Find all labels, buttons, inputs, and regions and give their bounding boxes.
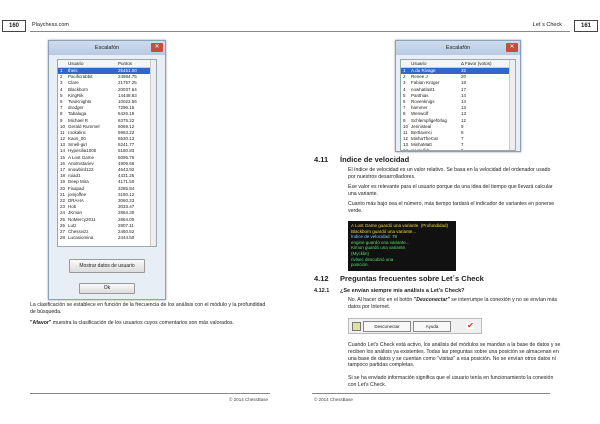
faq-answer-p1: No. Al hacer clic en el botón "Desconectar" se interrumpe la conexión y no se envían más datos por Internet. <box>348 297 558 310</box>
row-rank: 9 <box>403 117 406 123</box>
row-user: Kaos_00 <box>68 136 86 142</box>
row-rank: 28 <box>60 235 66 241</box>
row-points: 14448.83 <box>118 92 137 98</box>
disconnect-button[interactable]: Desconectar <box>363 321 411 332</box>
row-user: A Lost Game <box>68 154 95 160</box>
row-rank: 2 <box>60 74 63 80</box>
row-user: Fixapad <box>68 185 85 191</box>
row-user: TwoKnights <box>68 98 92 104</box>
row-points: 6426.19 <box>118 111 135 117</box>
row-user: Gerald Rummel <box>68 123 100 129</box>
faq-answer-p3: Si se ha enviado información significa que el usuario tenía en funcionamiento la conexión con Let's Check. <box>348 375 554 388</box>
page-number: 160 <box>2 20 26 32</box>
close-icon[interactable]: ✕ <box>151 43 163 52</box>
row-rank: 2 <box>403 74 406 80</box>
row-votes: 13 <box>461 111 467 117</box>
row-user: Smell-girl <box>68 142 87 148</box>
row-votes: 17 <box>461 86 467 92</box>
window-title: Escalafón ✕ <box>49 41 165 55</box>
list-scrollbar[interactable] <box>509 60 515 150</box>
list-row[interactable] <box>401 148 515 151</box>
row-points: 6375.22 <box>118 117 135 123</box>
row-user: drodger <box>68 105 84 111</box>
row-votes: 18 <box>461 80 467 86</box>
row-points: 3060.23 <box>118 197 135 203</box>
message-line: Blackborn guardó una variante... <box>351 228 417 234</box>
message-line: (Mycklin) <box>351 250 369 256</box>
row-votes: 6 <box>461 148 464 151</box>
row-rank: 5 <box>403 92 406 98</box>
row-points: 5530.13 <box>118 136 135 142</box>
row-points: 3285.84 <box>118 185 135 191</box>
row-rank: 8 <box>403 111 406 117</box>
row-rank: 16 <box>60 160 66 166</box>
row-user: Chessvizz <box>68 228 89 234</box>
row-rank: 8 <box>60 111 63 117</box>
row-user: Tabaluga <box>68 111 87 117</box>
window-title: Escalafón ✕ <box>396 41 520 55</box>
row-points: 10022.56 <box>118 98 137 104</box>
row-votes: 14 <box>461 92 467 98</box>
row-votes: 9 <box>461 123 464 129</box>
row-user: Hob <box>68 204 77 210</box>
row-votes: 20 <box>461 74 467 80</box>
row-user: theis <box>68 68 78 73</box>
favor-list[interactable] <box>400 59 516 151</box>
message-line: Índice de velocidad: 78 <box>351 234 398 240</box>
page-number: 161 <box>574 20 598 32</box>
row-points: 2460.52 <box>118 228 135 234</box>
help-button[interactable]: Ayuda <box>413 321 451 332</box>
lets-check-icon[interactable] <box>352 322 361 331</box>
row-user: Michael R <box>68 117 89 123</box>
row-votes: 14 <box>461 98 467 104</box>
show-user-data-button[interactable]: Mostrar datos de usuario <box>69 259 145 273</box>
row-points: 3033.47 <box>118 204 135 210</box>
speed-index-p1: El índice de velocidad es un valor relativo. Se basa en la velocidad del ordenador usado por nuestros desarrolladores. <box>348 167 551 180</box>
row-user: Antimistariev <box>68 160 94 166</box>
row-user: Rovenknigs <box>411 98 435 104</box>
close-icon[interactable]: ✕ <box>506 43 518 52</box>
row-points: 2444.50 <box>118 235 135 241</box>
row-points: 24984.75 <box>118 74 137 80</box>
section-heading-4-11: 4.11 Índice de velocidad <box>314 155 410 164</box>
row-rank: 11 <box>60 129 65 135</box>
list-header: Usuario Puntos <box>58 60 156 68</box>
row-votes: 12 <box>461 117 467 123</box>
list-row[interactable] <box>58 235 156 241</box>
message-line: rivlsec descubrió una <box>351 256 394 262</box>
message-line: A Lost Game guardó una variante. (Profundidad) <box>351 223 449 228</box>
lets-check-toolbar <box>348 318 482 334</box>
faq-answer-p2: Cuando Let's Check está activo, los análisis del módulos se mandan a la base de datos y se reciben los análisis ya existentes. Todas las preguntas sobre una posición se almacenan en una base de datos y se cuentan como "visitas" a esa posición. No se envían otros datos ni tampoco partidas completas. <box>348 342 561 369</box>
row-points: 7296.15 <box>118 105 135 111</box>
row-user: Renee J <box>411 74 428 80</box>
row-points: 6069.12 <box>118 123 135 129</box>
page-footer: © 2014 ChessBase <box>314 397 353 402</box>
running-header: Playchess.com <box>32 22 69 28</box>
row-user: MishaTheCat <box>411 136 438 142</box>
row-rank: 20 <box>60 185 66 191</box>
row-rank: 12 <box>60 136 66 142</box>
right-page <box>300 0 600 424</box>
message-line: Kimon guardó una variante. <box>351 245 407 251</box>
row-rank: 15 <box>60 154 66 160</box>
row-rank: 6 <box>403 98 406 104</box>
row-votes: 7 <box>461 136 464 142</box>
row-user: DRAHA <box>68 197 84 203</box>
row-rank: 3 <box>403 80 406 86</box>
row-points: 5180.83 <box>118 148 135 154</box>
row-rank: 24 <box>60 210 66 216</box>
row-points: 4909.66 <box>118 160 135 166</box>
speed-index-p2: Ese valor es relevante para el usuario porque da una idea del tiempo que llevará calcular una variante. <box>348 184 553 197</box>
row-points: 2807.11 <box>118 222 134 228</box>
row-user: A.du Rivage <box>411 68 436 73</box>
row-rank: 7 <box>403 105 406 111</box>
row-user: jomjoffee <box>68 191 87 197</box>
footer-rule <box>30 393 270 394</box>
running-header: Let´s Check <box>532 22 562 28</box>
favor-ranking-window <box>395 40 521 152</box>
row-rank: 6 <box>60 98 63 104</box>
row-rank: 7 <box>60 105 63 111</box>
ranking-list[interactable] <box>57 59 157 247</box>
row-user: KingRik <box>68 92 84 98</box>
ranking-description: La clasificación se establece en función de la frecuencia de los análisis con el módulo y la profundidad de búsqueda. <box>30 302 266 315</box>
row-rank: 25 <box>60 216 66 222</box>
row-votes: 7 <box>461 142 464 148</box>
row-points: 4171.50 <box>118 179 135 185</box>
row-user: Lucasiomina <box>68 235 94 241</box>
row-points: 5095.76 <box>118 154 135 160</box>
row-points: 3180.12 <box>118 191 135 197</box>
row-user: rookalinc <box>68 129 87 135</box>
footer-rule <box>312 393 550 394</box>
message-line: posición. <box>351 262 369 268</box>
row-rank: 14 <box>403 148 409 151</box>
row-rank: 4 <box>403 86 406 92</box>
row-votes: 32 <box>461 68 467 73</box>
row-rank: 4 <box>60 86 63 92</box>
row-user: hammer <box>411 105 428 111</box>
header-rule <box>30 31 300 32</box>
row-user: xyyqwlkk <box>411 148 430 151</box>
section-heading-4-12-1: 4.12.1 ¿Se envían siempre mis análisis a Let's Check? <box>314 288 465 294</box>
row-points: 20037.64 <box>118 86 137 92</box>
row-user: snowbird122 <box>68 167 94 172</box>
row-rank: 11 <box>403 129 408 135</box>
list-scrollbar[interactable] <box>150 60 156 246</box>
header-rule <box>300 31 570 32</box>
row-votes: 13 <box>461 105 467 111</box>
row-user: Bertlavinci <box>411 129 432 135</box>
row-rank: 14 <box>60 148 66 154</box>
row-points: 5241.77 <box>118 142 135 148</box>
row-user: Blackborn <box>68 86 89 92</box>
row-rank: 1 <box>403 68 406 73</box>
row-user: Hypesilia1000 <box>68 148 97 154</box>
row-user: Clare <box>68 80 79 86</box>
row-rank: 26 <box>60 222 66 228</box>
row-user: Schlempfigeförlag <box>411 117 448 123</box>
row-points: 2864.30 <box>118 210 135 216</box>
row-rank: 5 <box>60 92 63 98</box>
row-rank: 9 <box>60 117 63 123</box>
row-user: Pacificrabbit <box>68 74 93 80</box>
page-footer: © 2014 ChessBase <box>229 397 268 402</box>
row-rank: 19 <box>60 179 66 185</box>
row-user: Lutz <box>68 222 77 228</box>
row-user: NoMercy2011 <box>68 216 96 222</box>
speed-index-p3: Cuanto más bajo sea el número, más tiempo tardará el indicador de variantes en ponerse verde. <box>348 201 555 214</box>
row-points: 25451.00 <box>118 68 137 73</box>
checkmark-icon[interactable]: ✔ <box>467 321 474 330</box>
row-user: Wenwolf <box>411 111 429 117</box>
row-points: 4431.26 <box>118 173 135 179</box>
row-user: MishaMatt <box>411 142 432 148</box>
row-rank: 17 <box>60 167 66 172</box>
row-points: 5963.22 <box>118 129 135 135</box>
row-rank: 21 <box>60 191 66 197</box>
row-rank: 3 <box>60 80 63 86</box>
ok-button[interactable]: Ok <box>79 283 135 294</box>
row-rank: 13 <box>60 142 66 148</box>
lets-check-messages <box>348 221 456 271</box>
row-points: 21757.25 <box>118 80 137 86</box>
row-points: 2864.00 <box>118 216 135 222</box>
row-votes: 8 <box>461 129 464 135</box>
row-rank: 27 <box>60 228 66 234</box>
row-user: Fabian Krüger <box>411 80 440 86</box>
row-rank: 13 <box>403 142 409 148</box>
row-rank: 22 <box>60 197 66 203</box>
row-rank: 1 <box>60 68 63 73</box>
message-line: engine guardó una variante... <box>351 239 410 245</box>
row-rank: 12 <box>403 136 409 142</box>
row-rank: 10 <box>60 123 66 129</box>
list-header: Usuario Δ Favor (votos) <box>401 60 515 68</box>
row-user: Jennisteal <box>411 123 432 129</box>
row-rank: 23 <box>60 204 66 210</box>
row-user: Panthias <box>411 92 429 98</box>
favor-description: "Afavor" muestra la clasificación de los usuarios cuyos comentarios son más valorados. <box>30 320 234 326</box>
ranking-window <box>48 40 166 300</box>
row-rank: 18 <box>60 173 66 179</box>
section-heading-4-12: 4.12 Preguntas frecuentes sobre Let´s Check <box>314 274 484 283</box>
row-rank: 10 <box>403 123 409 129</box>
row-user: nowhatlast1 <box>411 86 436 92</box>
row-user: Deep Mira <box>68 179 89 185</box>
row-points: 4643.92 <box>118 167 135 172</box>
row-user: JKman <box>68 210 83 216</box>
row-user: roiad1 <box>68 173 81 179</box>
